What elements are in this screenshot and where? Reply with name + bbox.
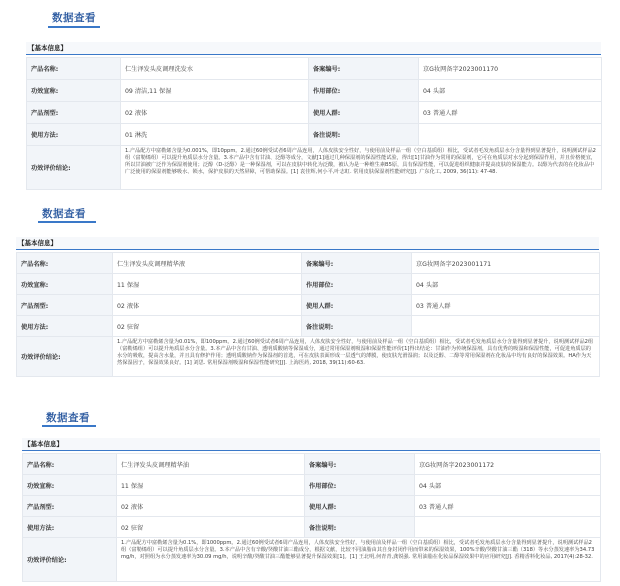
value-people: 03 普通人群 <box>412 295 600 316</box>
value-evaluation: 1.产品配方中富勒烯含量为0.01%，即100ppm。2.通过60例受试者6周产品连用，人体皮肤安全性好，与使用前及样品一组（空白基质组）相比，受试者毛发角质层水分含量得到显著提升，说明测试样品2组（富勒烯组）可以提升角质层水分含量。3.本产品中含有甘油、透明质酸钠等保湿成分，通过常用保湿剂吸湿和保湿性能评价[1]得出结论：甘油作为传统保湿剂，具有优秀的吸湿和保湿性能，可促进角质层的水分的吸收，提高含水量，并且具有修护作用；透明质酸钠作为保湿剂的首选，可在皮肤表面形成一层透气的薄膜，使皮肤光滑湿润；以及泛醇、二醇等常用保湿剂在化妆品中均有良好的保湿效果。HA作为天然保湿因子，保湿效果良好。[1] 刘思. 常用保湿剂吸湿和保湿性能研究[J]. 上海医药, 2018, 39(11):60-63. <box>113 337 600 377</box>
section-header <box>26 42 601 55</box>
label-part: 作用部位: <box>302 274 412 295</box>
section-label: 【基本信息】 <box>24 440 63 448</box>
value-usage: 01 淋洗 <box>121 124 309 146</box>
value-part: 04 头部 <box>415 475 601 496</box>
label-function: 功效宣称: <box>27 80 121 102</box>
label-product-name: 产品名称: <box>17 253 113 274</box>
label-filing-no: 备案编号: <box>302 253 412 274</box>
label-evaluation: 功效评价结论: <box>27 146 121 190</box>
value-evaluation: 1.产品配方中富勒烯含量为0.001%，即10ppm。2.通过60例受试者6周产品连用，人体皮肤安全性好，与使用前及样品一组（空白基质组）相比，受试者毛发角质层水分含量得到显著提升，说明测试样品2组（富勒烯组）可以提升角质层水分含量。3.本产品中含有甘油、泛醇等成分，文献[1]通过几种保湿剂的保湿性能试验，得出[1]甘油作为常用的保湿剂，它可在角质层对水分起到保湿作用，并且价格便宜，所以甘油被广泛作为保湿剂使用；泛醇（D-泛醇）是一种保湿剂，可以在皮肤中转化为泛酸，被认为是一种维生素B5原，具有保湿性能，可以促进组织健康并提高皮肤的保湿能力。以醇为代表的在化妆品中广泛使用的保湿剂能够吸水、锁水，保护皮肤的天然屏障，可帮助保湿。[1] 袁佳辉,何小平,叶志虹. 常用皮肤保湿剂性能研究[J]. 广东化工, 2009, 36(11): 47-48. <box>121 146 602 190</box>
label-usage: 使用方法: <box>23 517 117 538</box>
label-notes: 备注说明: <box>309 124 419 146</box>
value-form: 02 液体 <box>121 102 309 124</box>
label-form: 产品剂型: <box>23 496 117 517</box>
label-usage: 使用方法: <box>17 316 113 337</box>
label-filing-no: 备案编号: <box>309 58 419 80</box>
panel-title: 数据查看 <box>52 12 96 24</box>
label-people: 使用人群: <box>302 295 412 316</box>
label-product-name: 产品名称: <box>27 58 121 80</box>
value-people: 03 普通人群 <box>419 102 602 124</box>
value-part: 04 头部 <box>419 80 602 102</box>
value-function: 11 保湿 <box>117 475 305 496</box>
label-evaluation: 功效评价结论: <box>23 538 117 582</box>
info-table <box>22 453 601 582</box>
label-notes: 备注说明: <box>305 517 415 538</box>
value-product-name: 仁生泽发头皮调理精华油 <box>117 454 305 475</box>
value-notes <box>415 517 601 538</box>
data-view-panel-2 <box>14 200 602 382</box>
value-part: 04 头部 <box>412 274 600 295</box>
value-usage: 02 驻留 <box>113 316 302 337</box>
label-filing-no: 备案编号: <box>305 454 415 475</box>
info-table <box>26 57 602 190</box>
label-evaluation: 功效评价结论: <box>17 337 113 377</box>
value-filing-no: 京G妆网备字2023001172 <box>415 454 601 475</box>
value-function: 11 保湿 <box>113 274 302 295</box>
panel-title: 数据查看 <box>46 412 90 424</box>
value-filing-no: 京G妆网备字2023001170 <box>419 58 602 80</box>
label-part: 作用部位: <box>309 80 419 102</box>
title-underline <box>38 221 96 223</box>
value-usage: 02 驻留 <box>117 517 305 538</box>
data-view-panel-1 <box>22 2 602 192</box>
label-usage: 使用方法: <box>27 124 121 146</box>
label-people: 使用人群: <box>305 496 415 517</box>
value-form: 02 液体 <box>113 295 302 316</box>
value-notes <box>419 124 602 146</box>
value-people: 03 普通人群 <box>415 496 601 517</box>
value-form: 02 液体 <box>117 496 305 517</box>
value-notes <box>412 316 600 337</box>
label-form: 产品剂型: <box>27 102 121 124</box>
value-product-name: 仁生泽发头皮调理精华液 <box>113 253 302 274</box>
label-product-name: 产品名称: <box>23 454 117 475</box>
value-product-name: 仁生泽发头皮调理洗发水 <box>121 58 309 80</box>
section-header <box>16 237 599 250</box>
value-filing-no: 京G妆网备字2023001171 <box>412 253 600 274</box>
label-notes: 备注说明: <box>302 316 412 337</box>
label-function: 功效宣称: <box>17 274 113 295</box>
section-label: 【基本信息】 <box>18 239 57 247</box>
label-people: 使用人群: <box>309 102 419 124</box>
panel-title: 数据查看 <box>42 208 86 220</box>
title-underline <box>48 26 100 28</box>
label-form: 产品剂型: <box>17 295 113 316</box>
label-part: 作用部位: <box>305 475 415 496</box>
data-view-panel-3 <box>20 402 602 586</box>
section-label: 【基本信息】 <box>28 44 67 52</box>
title-underline <box>42 425 96 427</box>
value-function: 09 清洁,11 保湿 <box>121 80 309 102</box>
section-header <box>22 438 600 451</box>
label-function: 功效宣称: <box>23 475 117 496</box>
value-evaluation: 1.产品配方中富勒烯含量为0.1%，即1000ppm。2.通过60例受试者6周产品连用，人体皮肤安全性好，与使用前及样品一组（空白基质组）相比，受试者毛发角质层水分含量得到显著提升，说明测试样品2组（富勒烯组）可以提升角质层水分含量。3.本产品中含有辛酸/癸酸甘油三酯成分，根据文献，比较不同油脂由其自身封闭作用而带来的保湿效果，100%辛酸/癸酸甘油三酯（318）等水分蒸发速率为34.73 mg/h，对照组为水分蒸发速率为30.09 mg/h，说明辛酸/癸酸甘油三酯能够显著提升保湿效果[1]。[1] 王北明,何青青,龚锐强. 常用油脂在化妆品保湿效果中的应用研究[J]. 香精香料化妆品, 2017(4):28-32. <box>117 538 601 582</box>
info-table <box>16 252 600 377</box>
